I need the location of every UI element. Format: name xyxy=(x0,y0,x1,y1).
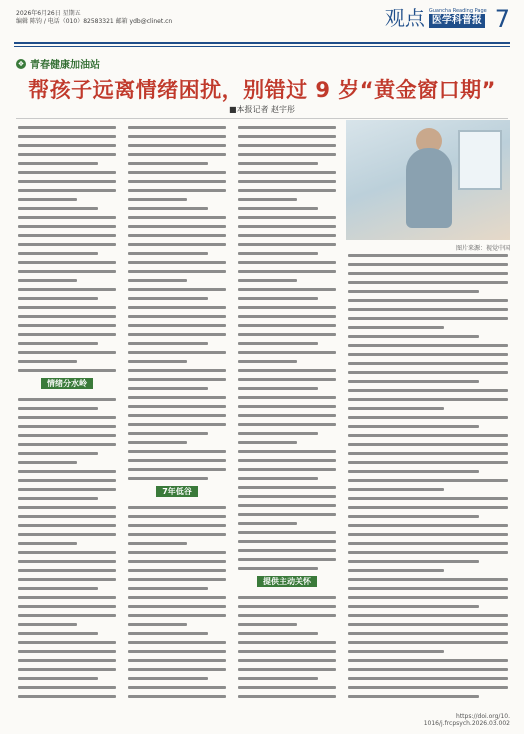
article-byline: ■本报记者 赵宇彤 xyxy=(228,105,296,114)
body-text-line xyxy=(128,216,226,219)
body-text-line xyxy=(238,378,336,381)
text-column-3 xyxy=(238,126,336,704)
body-text-line xyxy=(348,362,508,365)
body-text-line xyxy=(128,252,208,255)
masthead-editor: 编辑 陈钧 / 电话（010）82583321 邮箱 ydb@clinet.cn xyxy=(16,18,173,25)
body-text-line xyxy=(18,569,116,572)
body-text-line xyxy=(348,578,508,581)
body-text-line xyxy=(18,641,116,644)
section-name: 观点 xyxy=(384,6,425,30)
body-text-line xyxy=(18,677,98,680)
body-text-line xyxy=(238,216,336,219)
body-text-line xyxy=(348,254,508,257)
body-text-line xyxy=(18,225,116,228)
body-text-line xyxy=(18,243,116,246)
body-text-line xyxy=(238,387,318,390)
body-text-line xyxy=(238,659,336,662)
body-text-line xyxy=(238,315,336,318)
article-headline: 帮孩子远离情绪困扰，别错过 9 岁“黄金窗口期” xyxy=(28,78,496,102)
body-text-line xyxy=(18,497,98,500)
body-text-line xyxy=(238,351,336,354)
footer-doi-suffix: 1016/j.frcpsych.2026.03.002 xyxy=(423,720,510,727)
body-text-line xyxy=(128,623,187,626)
body-text-line xyxy=(128,180,226,183)
masthead-rule-thin xyxy=(14,46,510,47)
body-text-line xyxy=(348,497,508,500)
body-text-line xyxy=(348,263,508,266)
body-text-line xyxy=(348,470,479,473)
section-subhead-text: 提供主动关怀 xyxy=(257,576,317,587)
body-text-line xyxy=(348,479,508,482)
body-text-line xyxy=(128,542,187,545)
body-text-line xyxy=(128,279,187,282)
body-text-line xyxy=(348,335,479,338)
body-text-line xyxy=(18,288,116,291)
body-text-line xyxy=(348,515,479,518)
body-text-line xyxy=(18,515,116,518)
body-text-line xyxy=(18,360,77,363)
body-text-line xyxy=(18,443,116,446)
body-text-line xyxy=(128,135,226,138)
body-text-line xyxy=(18,434,116,437)
body-text-line xyxy=(128,324,226,327)
column-label-text: 青春健康加油站 xyxy=(30,60,100,71)
body-text-line xyxy=(18,216,116,219)
body-text-line xyxy=(238,288,336,291)
body-text-line xyxy=(238,198,297,201)
body-text-line xyxy=(18,144,116,147)
body-text-line xyxy=(128,225,226,228)
body-text-line xyxy=(128,641,226,644)
body-text-line xyxy=(128,351,226,354)
body-text-line xyxy=(238,432,318,435)
column-label xyxy=(16,56,100,71)
body-text-line xyxy=(128,578,226,581)
body-text-line xyxy=(18,398,116,401)
body-text-line xyxy=(348,623,508,626)
body-text-line xyxy=(348,290,479,293)
body-text-line xyxy=(348,533,508,536)
text-column-1 xyxy=(18,126,116,704)
body-text-line xyxy=(348,596,508,599)
body-text-line xyxy=(238,632,318,635)
body-text-line xyxy=(18,324,116,327)
body-text-line xyxy=(348,461,508,464)
body-text-line xyxy=(18,297,98,300)
body-text-line xyxy=(18,587,98,590)
body-text-line xyxy=(128,596,226,599)
body-text-line xyxy=(238,252,318,255)
body-text-line xyxy=(18,614,116,617)
body-text-line xyxy=(18,452,98,455)
text-column-2 xyxy=(128,126,226,704)
body-text-line xyxy=(128,171,226,174)
body-text-line xyxy=(128,144,226,147)
body-text-line xyxy=(238,270,336,273)
body-text-line xyxy=(128,342,208,345)
body-text-line xyxy=(18,632,98,635)
masthead-brand xyxy=(385,6,510,40)
section-subhead xyxy=(18,378,116,390)
body-text-line xyxy=(238,596,336,599)
body-text-line xyxy=(348,506,508,509)
body-text-line xyxy=(238,396,336,399)
body-text-line xyxy=(238,668,336,671)
body-text-line xyxy=(348,299,508,302)
body-text-line xyxy=(348,317,508,320)
body-text-line xyxy=(238,279,297,282)
body-text-line xyxy=(128,423,226,426)
text-column-4 xyxy=(348,254,508,704)
body-text-line xyxy=(128,632,208,635)
body-text-line xyxy=(18,605,116,608)
body-text-line xyxy=(128,432,208,435)
body-text-line xyxy=(348,407,444,410)
body-text-line xyxy=(128,668,226,671)
body-text-line xyxy=(348,668,508,671)
body-text-line xyxy=(238,605,336,608)
newspaper-badge: 医学科普报 xyxy=(429,14,485,28)
body-text-line xyxy=(348,308,508,311)
body-text-line xyxy=(238,468,336,471)
body-text-line xyxy=(18,488,116,491)
body-text-line xyxy=(238,486,336,489)
body-text-line xyxy=(128,306,226,309)
body-text-line xyxy=(348,659,508,662)
masthead-date: 2026年6月26日 星期五 xyxy=(16,10,81,17)
body-text-line xyxy=(18,198,77,201)
body-text-line xyxy=(348,524,508,527)
body-text-line xyxy=(238,261,336,264)
section-subhead-text: 7年低谷 xyxy=(156,486,198,497)
body-text-line xyxy=(18,578,116,581)
body-text-line xyxy=(128,162,208,165)
body-text-line xyxy=(238,297,318,300)
body-text-line xyxy=(18,470,116,473)
body-text-line xyxy=(238,531,336,534)
body-text-line xyxy=(128,515,226,518)
body-text-line xyxy=(238,234,336,237)
body-text-line xyxy=(18,234,116,237)
body-text-line xyxy=(128,468,226,471)
body-text-line xyxy=(18,506,116,509)
body-text-line xyxy=(238,459,336,462)
body-text-line xyxy=(128,288,226,291)
body-text-line xyxy=(18,126,116,129)
body-text-line xyxy=(238,567,318,570)
body-text-line xyxy=(18,596,116,599)
body-text-line xyxy=(238,614,336,617)
body-text-line xyxy=(18,650,116,653)
body-text-line xyxy=(238,495,336,498)
body-text-line xyxy=(18,315,116,318)
body-text-line xyxy=(238,324,336,327)
body-text-line xyxy=(18,407,98,410)
body-text-line xyxy=(238,441,297,444)
masthead-rule xyxy=(14,42,510,44)
footer-doi: https://doi.org/10. xyxy=(456,713,510,720)
body-text-line xyxy=(348,371,508,374)
section-subhead xyxy=(128,486,226,498)
body-text-line xyxy=(238,641,336,644)
body-text-line xyxy=(348,443,508,446)
body-text-line xyxy=(348,416,508,419)
body-text-line xyxy=(128,189,226,192)
body-text-line xyxy=(18,153,116,156)
body-text-line xyxy=(18,207,98,210)
body-text-line xyxy=(238,333,336,336)
article-photo xyxy=(346,120,510,240)
body-text-line xyxy=(348,650,444,653)
body-text-line xyxy=(238,477,318,480)
body-text-line xyxy=(18,171,116,174)
body-text-line xyxy=(128,234,226,237)
body-text-line xyxy=(18,425,116,428)
body-text-line xyxy=(128,677,208,680)
body-text-line xyxy=(238,540,336,543)
body-text-line xyxy=(18,351,116,354)
body-text-line xyxy=(238,135,336,138)
body-text-line xyxy=(18,686,116,689)
body-text-line xyxy=(128,414,226,417)
body-text-line xyxy=(18,623,77,626)
leaf-icon: ❖ xyxy=(17,59,25,68)
body-text-line xyxy=(128,506,226,509)
body-text-line xyxy=(238,504,336,507)
body-text-line xyxy=(18,261,116,264)
body-text-line xyxy=(18,252,98,255)
body-text-line xyxy=(18,369,116,372)
body-text-line xyxy=(238,522,297,525)
body-text-line xyxy=(348,434,508,437)
body-text-line xyxy=(128,650,226,653)
body-text-line xyxy=(18,270,116,273)
body-text-line xyxy=(238,677,318,680)
body-text-line xyxy=(348,425,479,428)
body-text-line xyxy=(128,477,208,480)
photo-window xyxy=(458,130,502,190)
body-text-line xyxy=(128,378,226,381)
body-text-line xyxy=(128,686,226,689)
headline-divider xyxy=(16,118,508,119)
body-text-line xyxy=(128,450,226,453)
body-text-line xyxy=(238,686,336,689)
body-text-line xyxy=(348,488,444,491)
body-text-line xyxy=(18,189,116,192)
photo-figure-body xyxy=(406,148,452,228)
body-text-line xyxy=(348,353,508,356)
body-text-line xyxy=(348,326,444,329)
body-text-line xyxy=(238,207,318,210)
body-text-line xyxy=(128,243,226,246)
body-text-line xyxy=(128,569,226,572)
body-text-line xyxy=(128,560,226,563)
body-text-line xyxy=(18,416,116,419)
body-text-line xyxy=(128,524,226,527)
body-text-line xyxy=(18,659,116,662)
body-text-line xyxy=(128,387,208,390)
body-text-line xyxy=(238,162,318,165)
body-text-line xyxy=(128,153,226,156)
body-text-line xyxy=(18,668,116,671)
body-text-line xyxy=(128,369,226,372)
body-text-line xyxy=(18,306,116,309)
body-text-line xyxy=(348,686,508,689)
body-text-line xyxy=(238,225,336,228)
body-text-line xyxy=(18,695,116,698)
body-text-line xyxy=(18,333,116,336)
body-text-line xyxy=(128,551,226,554)
body-text-line xyxy=(238,623,297,626)
masthead-info xyxy=(16,10,256,26)
body-text-line xyxy=(348,569,444,572)
body-text-line xyxy=(18,279,77,282)
body-text-line xyxy=(238,549,336,552)
body-text-line xyxy=(128,261,226,264)
section-subhead xyxy=(238,576,336,588)
body-text-line xyxy=(128,587,208,590)
page-number: 7 xyxy=(494,5,510,33)
body-text-line xyxy=(348,551,508,554)
body-text-line xyxy=(348,281,508,284)
body-text-line xyxy=(238,423,336,426)
body-text-line xyxy=(348,398,508,401)
body-text-line xyxy=(128,315,226,318)
body-text-line xyxy=(128,614,226,617)
body-text-line xyxy=(348,560,479,563)
body-text-line xyxy=(238,650,336,653)
body-text-line xyxy=(348,605,479,608)
body-text-line xyxy=(238,450,336,453)
body-text-line xyxy=(128,396,226,399)
body-text-line xyxy=(128,297,208,300)
body-text-line xyxy=(238,171,336,174)
body-text-line xyxy=(128,333,226,336)
section-english: Guancha Reading Page xyxy=(428,8,487,14)
body-text-line xyxy=(128,659,226,662)
body-text-line xyxy=(348,542,508,545)
body-text-line xyxy=(128,360,187,363)
body-text-line xyxy=(18,479,116,482)
body-text-line xyxy=(348,695,479,698)
body-text-line xyxy=(348,641,508,644)
body-text-line xyxy=(238,180,336,183)
body-text-line xyxy=(348,272,508,275)
body-text-line xyxy=(128,270,226,273)
body-text-line xyxy=(238,369,336,372)
body-text-line xyxy=(348,632,508,635)
body-text-line xyxy=(238,144,336,147)
body-text-line xyxy=(238,558,336,561)
body-text-line xyxy=(128,441,187,444)
body-text-line xyxy=(348,380,479,383)
body-text-line xyxy=(128,198,187,201)
body-text-line xyxy=(238,153,336,156)
body-text-line xyxy=(348,452,508,455)
body-text-line xyxy=(238,695,336,698)
body-text-line xyxy=(348,587,508,590)
photo-caption: 图片来源：视觉中国 xyxy=(455,245,510,252)
body-text-line xyxy=(18,551,116,554)
body-text-line xyxy=(128,405,226,408)
body-text-line xyxy=(238,306,336,309)
body-text-line xyxy=(348,614,508,617)
body-text-line xyxy=(128,605,226,608)
body-text-line xyxy=(128,459,226,462)
body-text-line xyxy=(18,180,116,183)
body-text-line xyxy=(238,342,318,345)
body-text-line xyxy=(128,533,226,536)
body-text-line xyxy=(18,560,116,563)
section-subhead-text: 情绪分水岭 xyxy=(41,378,93,389)
body-text-line xyxy=(348,677,508,680)
body-text-line xyxy=(18,135,116,138)
body-text-line xyxy=(348,389,508,392)
body-text-line xyxy=(348,344,508,347)
body-text-line xyxy=(18,461,77,464)
body-text-line xyxy=(128,126,226,129)
body-text-line xyxy=(238,513,336,516)
body-text-line xyxy=(238,405,336,408)
body-text-line xyxy=(18,533,116,536)
body-text-line xyxy=(18,542,77,545)
body-text-line xyxy=(238,414,336,417)
body-text-line xyxy=(238,243,336,246)
body-text-line xyxy=(128,695,226,698)
body-text-line xyxy=(238,126,336,129)
body-text-line xyxy=(128,207,208,210)
body-text-line xyxy=(238,360,297,363)
body-text-line xyxy=(238,189,336,192)
body-text-line xyxy=(18,342,98,345)
body-text-line xyxy=(18,162,98,165)
body-text-line xyxy=(18,524,116,527)
